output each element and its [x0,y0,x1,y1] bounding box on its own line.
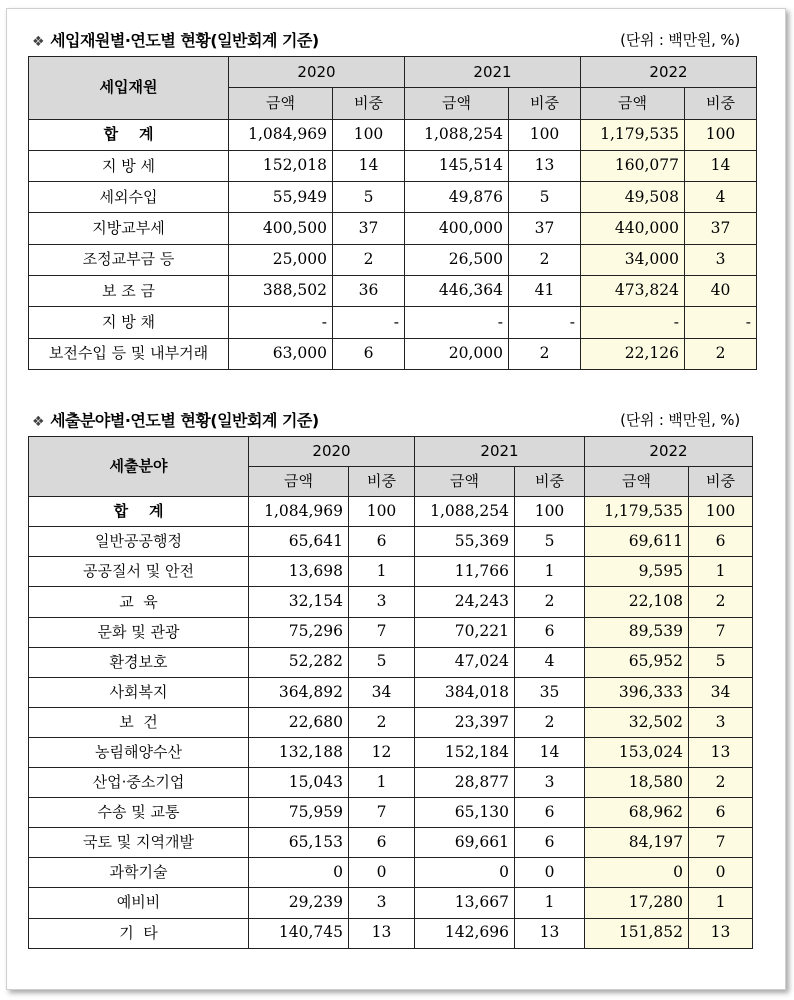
amount-cell: 17,280 [585,888,689,918]
revenue-header [28,22,768,56]
amount-cell: 69,661 [415,828,515,858]
row-label: 보전수입 등 및 내부거래 [29,338,229,369]
expenditure-header [28,402,768,436]
row-label: 지 방 세 [29,150,229,181]
amount-cell: 160,077 [581,150,685,181]
row-label: 지 방 채 [29,307,229,338]
amount-cell: 13,698 [249,557,349,587]
amount-cell: 9,595 [585,557,689,587]
share-cell: 1 [689,557,753,587]
table-row [29,918,753,948]
year-header: 2021 [405,57,581,88]
share-cell: 37 [509,213,581,244]
row-label: 농림해양수산 [29,737,249,767]
amount-cell: 32,502 [585,707,689,737]
table-row [29,737,753,767]
share-cell: 6 [349,527,415,557]
row-label: 조정교부금 등 [29,244,229,275]
amount-cell: 11,766 [415,557,515,587]
year-header: 2021 [415,437,585,467]
share-cell: 14 [515,737,585,767]
share-cell: 6 [689,798,753,828]
row-label: 산업·중소기업 [29,768,249,798]
expenditure-unit: (단위 : 백만원, %) [620,411,740,429]
share-cell: 7 [349,617,415,647]
table-row [29,557,753,587]
share-cell: 6 [515,828,585,858]
amount-cell: 132,188 [249,737,349,767]
share-cell: 14 [685,150,757,181]
amount-cell: 153,024 [585,737,689,767]
share-cell: 41 [509,276,581,307]
table-header-row [29,437,753,467]
row-label: 기 타 [29,918,249,948]
amount-cell: 49,508 [581,182,685,213]
amount-cell: 384,018 [415,677,515,707]
share-cell: 1 [515,557,585,587]
diamond-bullet-icon: ❖ [32,414,45,430]
amount-cell: 440,000 [581,213,685,244]
amount-cell: 55,369 [415,527,515,557]
row-label: 합 계 [29,119,229,150]
row-label: 환경보호 [29,647,249,677]
share-cell: 5 [689,647,753,677]
share-cell: 2 [349,707,415,737]
share-cell: 37 [685,213,757,244]
share-cell: 6 [515,798,585,828]
row-label: 문화 및 관광 [29,617,249,647]
share-cell: 2 [509,244,581,275]
amount-cell: 32,154 [249,587,349,617]
share-cell: 3 [685,244,757,275]
amount-cell: 20,000 [405,338,509,369]
amount-cell: 1,088,254 [415,497,515,527]
amount-cell: 75,296 [249,617,349,647]
share-cell: 12 [349,737,415,767]
share-cell: 1 [349,557,415,587]
amount-cell: 25,000 [229,244,333,275]
revenue-unit: (단위 : 백만원, %) [620,31,740,49]
expenditure-title: ❖ 세출분야별·연도별 현황(일반회계 기준) [32,411,319,430]
expenditure-section [28,402,768,949]
amount-cell: 1,179,535 [585,497,689,527]
share-cell: 5 [515,527,585,557]
share-cell: 6 [515,617,585,647]
row-label: 일반공공행정 [29,527,249,557]
amount-cell: 18,580 [585,768,689,798]
amount-cell: 23,397 [415,707,515,737]
amount-cell: 65,130 [415,798,515,828]
share-cell: 3 [515,768,585,798]
amount-cell: 22,680 [249,707,349,737]
amount-cell: 473,824 [581,276,685,307]
amount-cell: 63,000 [229,338,333,369]
share-cell: 6 [349,828,415,858]
share-cell: 3 [349,888,415,918]
share-header: 비중 [515,467,585,497]
share-cell: 13 [689,918,753,948]
amount-cell: 0 [249,858,349,888]
table-row [29,307,757,338]
row-label: 합 계 [29,497,249,527]
amount-header: 금액 [585,467,689,497]
year-header: 2022 [581,57,757,88]
amount-cell: 1,088,254 [405,119,509,150]
table-row [29,828,753,858]
row-label: 보 건 [29,707,249,737]
share-header: 비중 [509,88,581,119]
share-cell: 2 [509,338,581,369]
table-row [29,798,753,828]
total-row [29,119,757,150]
share-cell: 13 [515,918,585,948]
amount-cell: 151,852 [585,918,689,948]
share-cell: 0 [349,858,415,888]
share-cell: 35 [515,677,585,707]
amount-cell: 47,024 [415,647,515,677]
amount-cell: 0 [415,858,515,888]
amount-cell: 55,949 [229,182,333,213]
amount-cell: 15,043 [249,768,349,798]
share-cell: 14 [333,150,405,181]
share-header: 비중 [349,467,415,497]
amount-header: 금액 [405,88,509,119]
share-cell: 13 [689,737,753,767]
share-cell: 34 [689,677,753,707]
row-label: 사회복지 [29,677,249,707]
share-cell: - [509,307,581,338]
share-cell: 2 [685,338,757,369]
amount-cell: 29,239 [249,888,349,918]
share-header: 비중 [333,88,405,119]
share-header: 비중 [685,88,757,119]
year-header: 2022 [585,437,753,467]
row-label: 지방교부세 [29,213,229,244]
share-cell: 100 [333,119,405,150]
share-cell: 3 [349,587,415,617]
share-cell: 1 [689,888,753,918]
share-cell: 5 [509,182,581,213]
amount-header: 금액 [581,88,685,119]
table-row [29,858,753,888]
share-cell: 2 [515,587,585,617]
table-row [29,707,753,737]
share-cell: 34 [349,677,415,707]
share-cell: 6 [689,527,753,557]
revenue-title: ❖ 세입재원별·연도별 현황(일반회계 기준) [32,31,319,50]
amount-header: 금액 [249,467,349,497]
row-label: 과학기술 [29,858,249,888]
amount-cell: 142,696 [415,918,515,948]
share-cell: 13 [349,918,415,948]
share-cell: 6 [333,338,405,369]
share-cell: 40 [685,276,757,307]
row-label: 교 육 [29,587,249,617]
table-row [29,647,753,677]
share-cell: 3 [689,707,753,737]
table-row [29,768,753,798]
amount-header: 금액 [415,467,515,497]
share-cell: 4 [685,182,757,213]
amount-cell: 70,221 [415,617,515,647]
share-cell: 5 [349,647,415,677]
amount-cell: 140,745 [249,918,349,948]
amount-cell: 68,962 [585,798,689,828]
amount-cell: 89,539 [585,617,689,647]
table-row [29,276,757,307]
amount-cell: 1,084,969 [229,119,333,150]
expenditure-table [28,436,753,949]
share-cell: 2 [515,707,585,737]
table-row [29,677,753,707]
amount-cell: 52,282 [249,647,349,677]
share-cell: 1 [349,768,415,798]
share-header: 비중 [689,467,753,497]
amount-cell: 400,000 [405,213,509,244]
amount-cell: 75,959 [249,798,349,828]
amount-cell: - [229,307,333,338]
amount-cell: 65,641 [249,527,349,557]
amount-cell: 396,333 [585,677,689,707]
revenue-table [28,56,757,370]
share-cell: 2 [333,244,405,275]
revenue-section [28,22,768,370]
table-row [29,617,753,647]
table-header-row [29,57,757,88]
amount-cell: 0 [585,858,689,888]
table-row [29,244,757,275]
amount-cell: - [581,307,685,338]
amount-cell: 400,500 [229,213,333,244]
row-label: 수송 및 교통 [29,798,249,828]
share-cell: 7 [689,617,753,647]
year-header: 2020 [229,57,405,88]
amount-header: 금액 [229,88,333,119]
amount-cell: 24,243 [415,587,515,617]
share-cell: 7 [349,798,415,828]
amount-cell: 145,514 [405,150,509,181]
share-cell: 13 [509,150,581,181]
amount-cell: 13,667 [415,888,515,918]
share-cell: 2 [689,587,753,617]
table-row [29,527,753,557]
share-cell: - [685,307,757,338]
share-cell: 37 [333,213,405,244]
amount-cell: 1,084,969 [249,497,349,527]
amount-cell: 49,876 [405,182,509,213]
corner-label: 세출분야 [29,437,249,497]
table-row [29,338,757,369]
table-row [29,150,757,181]
amount-cell: 28,877 [415,768,515,798]
row-label: 예비비 [29,888,249,918]
amount-cell: 34,000 [581,244,685,275]
share-cell: 100 [509,119,581,150]
table-row [29,182,757,213]
share-cell: - [333,307,405,338]
table-row [29,213,757,244]
table-row [29,888,753,918]
amount-cell: 446,364 [405,276,509,307]
share-cell: 100 [685,119,757,150]
amount-cell: 1,179,535 [581,119,685,150]
amount-cell: 65,952 [585,647,689,677]
table-row [29,587,753,617]
amount-cell: - [405,307,509,338]
share-cell: 100 [515,497,585,527]
share-cell: 4 [515,647,585,677]
amount-cell: 22,126 [581,338,685,369]
row-label: 보 조 금 [29,276,229,307]
row-label: 국토 및 지역개발 [29,828,249,858]
amount-cell: 84,197 [585,828,689,858]
row-label: 공공질서 및 안전 [29,557,249,587]
amount-cell: 65,153 [249,828,349,858]
amount-cell: 22,108 [585,587,689,617]
share-cell: 1 [515,888,585,918]
corner-label: 세입재원 [29,57,229,120]
share-cell: 0 [689,858,753,888]
amount-cell: 388,502 [229,276,333,307]
total-row [29,497,753,527]
share-cell: 5 [333,182,405,213]
share-cell: 2 [689,768,753,798]
amount-cell: 26,500 [405,244,509,275]
share-cell: 7 [689,828,753,858]
share-cell: 36 [333,276,405,307]
share-cell: 100 [689,497,753,527]
row-label: 세외수입 [29,182,229,213]
amount-cell: 152,018 [229,150,333,181]
amount-cell: 364,892 [249,677,349,707]
share-cell: 100 [349,497,415,527]
amount-cell: 152,184 [415,737,515,767]
diamond-bullet-icon: ❖ [32,34,45,50]
year-header: 2020 [249,437,415,467]
share-cell: 0 [515,858,585,888]
amount-cell: 69,611 [585,527,689,557]
